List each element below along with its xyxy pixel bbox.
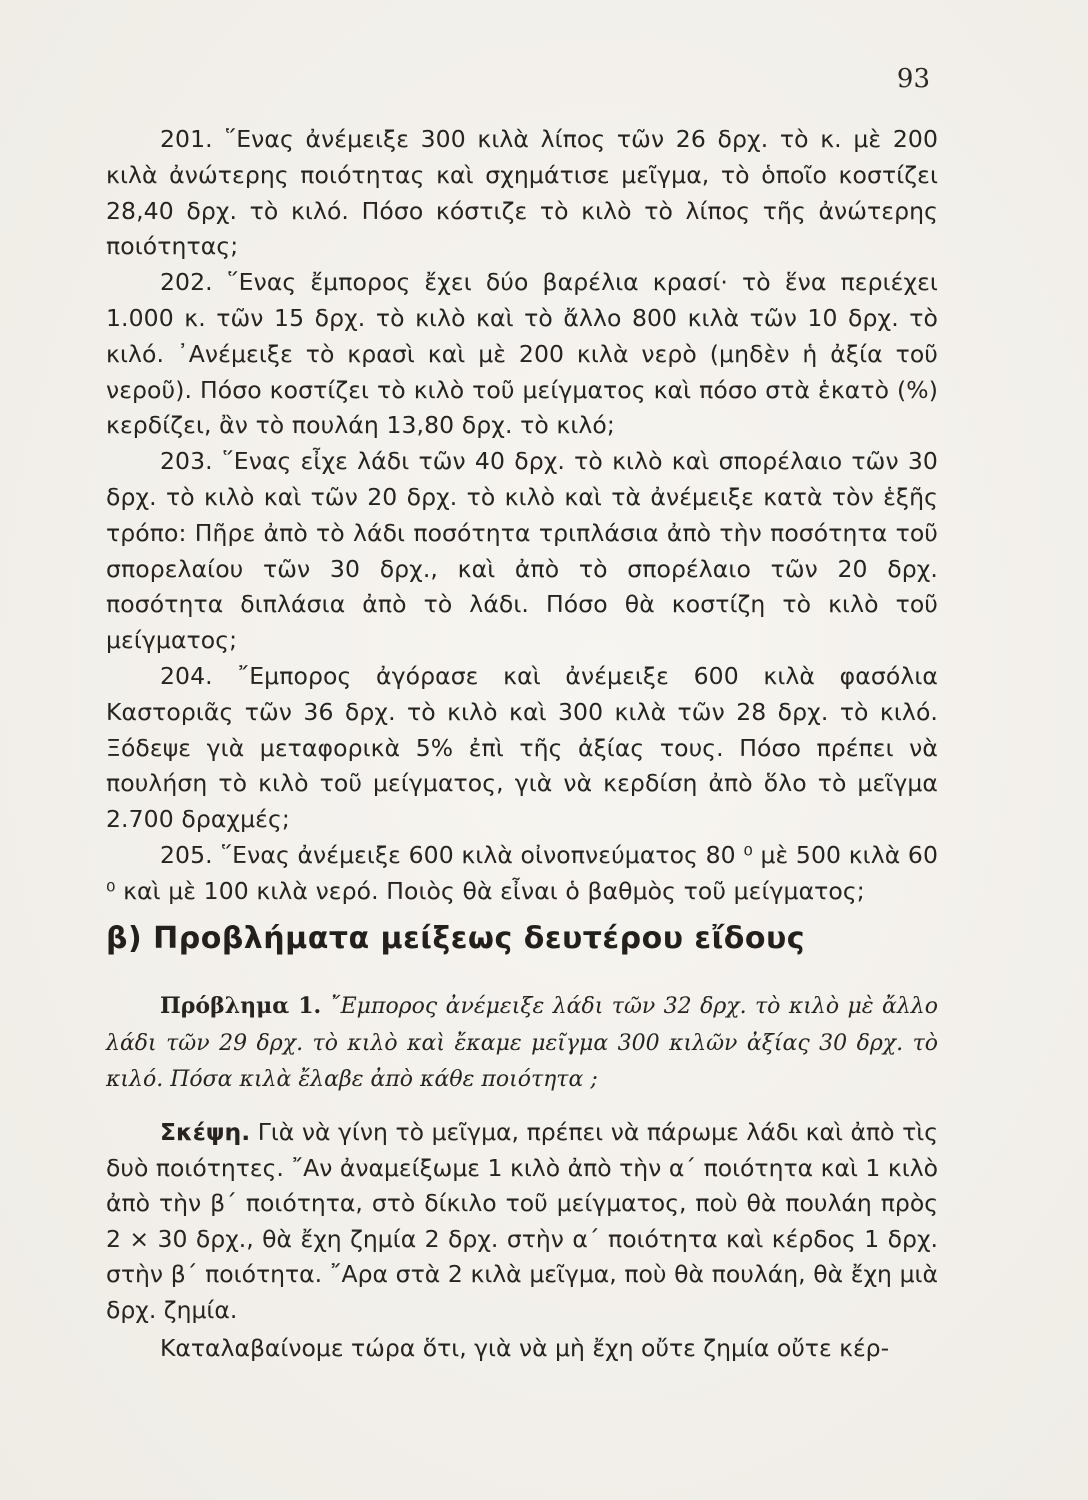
exercise-202: 202. ῞Ενας ἔμπορος ἔχει δύο βαρέλια κρασί· τὸ ἕνα περιέχει 1.000 κ. τῶν 15 δρχ. τὸ κιλὸ καὶ τὸ ἄλλο 800 κιλὰ τῶν 10 δρχ. τὸ κιλό. ᾿Ανέμειξε τὸ κρασὶ καὶ μὲ 200 κιλὰ νερὸ (μηδὲν ἡ ἀξία τοῦ νεροῦ). Πόσο κοστίζει τὸ κιλὸ τοῦ μείγματος καὶ πόσο στὰ ἑκατὸ (%) κερδίζει, ἂν τὸ πουλάη 13,80 δρχ. τὸ κιλό; [106,268,938,440]
exercise-201: 201. ῞Ενας ἀνέμειξε 300 κιλὰ λίπος τῶν 26 δρχ. τὸ κ. μὲ 200 κιλὰ ἀνώτερης ποιότητας καὶ σχημάτισε μεῖγμα, τὸ ὁποῖο κοστίζει 28,40 δρχ. τὸ κιλό. Πόσο κόστιζε τὸ κιλὸ τὸ λίπος τῆς ἀνώτερης ποιότητας; [106,125,938,261]
section-heading: β) Προβλήματα μείξεως δευτέρου εἴδους [106,921,806,956]
example-problem [106,988,938,1099]
closing-line [106,1331,938,1366]
reasoning-label: Σκέψη. [160,1118,251,1146]
reasoning-text: Γιὰ νὰ γίνη τὸ μεῖγμα, πρέπει νὰ πάρωμε λάδι καὶ ἀπὸ τὶς δυὸ ποιότητες. ῎Αν ἀναμείξωμε 1 κιλὸ ἀπὸ τὴν α΄ ποιότητα καὶ 1 κιλὸ ἀπὸ τὴν β΄ ποιότητα, στὸ δίκιλο τοῦ μείγματος, ποὺ θὰ πουλάη πρὸς 2 × 30 δρχ., θὰ ἔχη ζημία 2 δρχ. στὴν α΄ ποιότητα καὶ κέρδος 1 δρχ. στὴν β΄ ποιότητα. ῎Αρα στὰ 2 κιλὰ μεῖγμα, ποὺ θὰ πουλάη, θὰ ἔχη μιὰ δρχ. ζημία. [106,1118,938,1324]
exercise-list [106,122,938,910]
page-number: 93 [896,64,930,94]
exercise-205: 205. ῞Ενας ἀνέμειξε 600 κιλὰ οἰνοπνεύματος 80 ⁰ μὲ 500 κιλὰ 60 ⁰ καὶ μὲ 100 κιλὰ νερό. Ποιὸς θὰ εἶναι ὁ βαθμὸς τοῦ μείγματος; [106,840,938,905]
example-label: Πρόβλημα 1. [160,993,322,1019]
reasoning-paragraph [106,1115,938,1329]
exercise-203: 203. ῞Ενας εἶχε λάδι τῶν 40 δρχ. τὸ κιλὸ καὶ σπορέλαιο τῶν 30 δρχ. τὸ κιλὸ καὶ τῶν 20 δρχ. τὸ κιλὸ καὶ τὰ ἀνέμειξε κατὰ τὸν ἑξῆς τρόπο: Πῆρε ἀπὸ τὸ λάδι ποσότητα τριπλάσια ἀπὸ τὴν ποσότητα τοῦ σπορελαίου τῶν 30 δρχ., καὶ ἀπὸ τὸ σπορέλαιο τῶν 20 δρχ. ποσότητα διπλάσια ἀπὸ τὸ λάδι. Πόσο θὰ κοστίζη τὸ κιλὸ τοῦ μείγματος; [106,447,938,655]
exercise-204: 204. ῎Εμπορος ἀγόρασε καὶ ἀνέμειξε 600 κιλὰ φασόλια Καστοριᾶς τῶν 36 δρχ. τὸ κιλὸ καὶ 300 κιλὰ τῶν 28 δρχ. τὸ κιλό. Ξόδεψε γιὰ μεταφορικὰ 5% ἐπὶ τῆς ἀξίας τους. Πόσο πρέπει νὰ πουλήση τὸ κιλὸ τοῦ μείγματος, γιὰ νὰ κερδίση ἀπὸ ὅλο τὸ μεῖγμα 2.700 δραχμές; [106,661,938,834]
example-text: ῎Εμπορος ἀνέμειξε λάδι τῶν 32 δρχ. τὸ κιλὸ μὲ ἄλλο λάδι τῶν 29 δρχ. τὸ κιλὸ καὶ ἔκαμε μεῖγμα 300 κιλῶν ἀξίας 30 δρχ. τὸ κιλό. Πόσα κιλὰ ἔλαβε ἀπὸ κάθε ποιότητα ; [106,994,938,1092]
closing-text: Καταλαβαίνομε τώρα ὅτι, γιὰ νὰ μὴ ἔχη οὔτε ζημία οὔτε κέρ- [160,1334,890,1362]
